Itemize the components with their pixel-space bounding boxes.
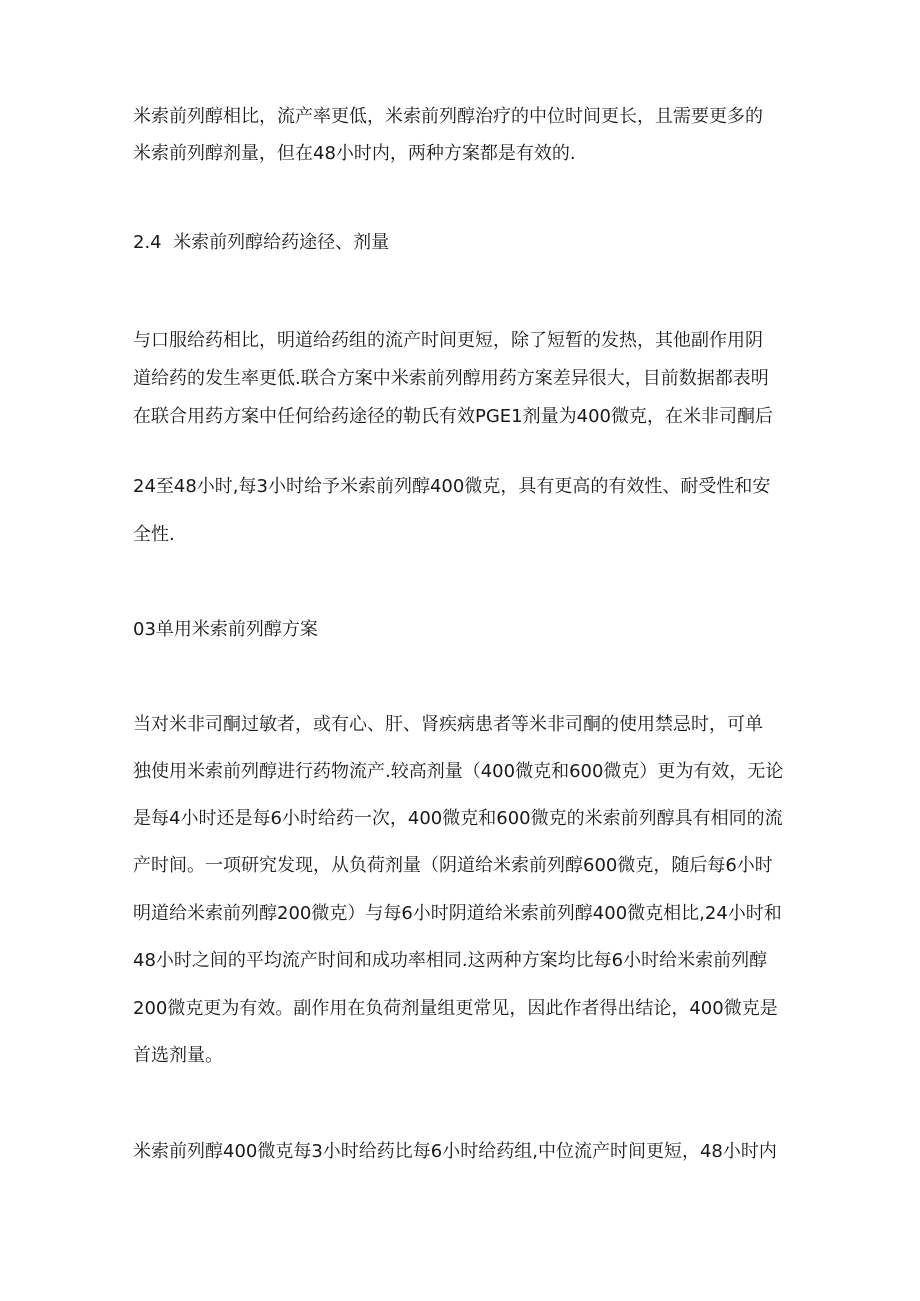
paragraph-2-line-2: 道给药的发生率更低.联合方案中米索前列醇用药方案差异很大，目前数据都表明 (133, 368, 769, 389)
paragraph-3-line-3: 是每4小时还是每6小时给药一次，400微克和600微克的米索前列醇具有相同的流 (133, 808, 783, 829)
paragraph-3-line-5: 明道给米索前列醇200微克）与每6小时阴道给米索前列醇400微克相比,24小时和 (133, 903, 782, 924)
paragraph-3-line-1: 当对米非司酮过敏者，或有心、肝、肾疾病患者等米非司酮的使用禁忌时，可单 (133, 714, 763, 735)
paragraph-1-line-1: 米索前列醇相比，流产率更低，米索前列醇治疗的中位时间更长，且需要更多的 (133, 106, 763, 127)
paragraph-2-line-3: 在联合用药方案中任何给药途径的勒氏有效PGE1剂量为400微克，在米非司酮后 (133, 406, 773, 427)
paragraph-2-line-5: 全性. (133, 524, 175, 545)
paragraph-3-line-6: 48小时之间的平均流产时间和成功率相同.这两种方案均比每6小时给米索前列醇 (133, 950, 768, 971)
section-heading-03: 03单用米索前列醇方案 (133, 619, 318, 640)
paragraph-3-line-4: 产时间。一项研究发现，从负荷剂量（阴道给米索前列醇600微克，随后每6小时 (133, 855, 773, 876)
paragraph-3-line-2: 独使用米索前列醇进行药物流产.较高剂量（400微克和600微克）更为有效，无论 (133, 761, 784, 782)
paragraph-2-line-4: 24至48小时,每3小时给予米索前列醇400微克，具有更高的有效性、耐受性和安 (133, 476, 771, 497)
paragraph-2-line-1: 与口服给药相比，明道给药组的流产时间更短，除了短暂的发热，其他副作用阴 (133, 330, 763, 351)
section-heading-2-4: 2.4 米索前列醇给药途径、剂量 (133, 232, 390, 253)
paragraph-4-line-1: 米索前列醇400微克每3小时给药比每6小时给药组,中位流产时间更短，48小时内 (133, 1141, 777, 1162)
paragraph-3-line-8: 首选剂量。 (133, 1045, 223, 1066)
paragraph-3-line-7: 200微克更为有效。副作用在负荷剂量组更常见，因此作者得出结论，400微克是 (133, 998, 778, 1019)
paragraph-1-line-2: 米索前列醇剂量，但在48小时内，两种方案都是有效的. (133, 143, 576, 164)
